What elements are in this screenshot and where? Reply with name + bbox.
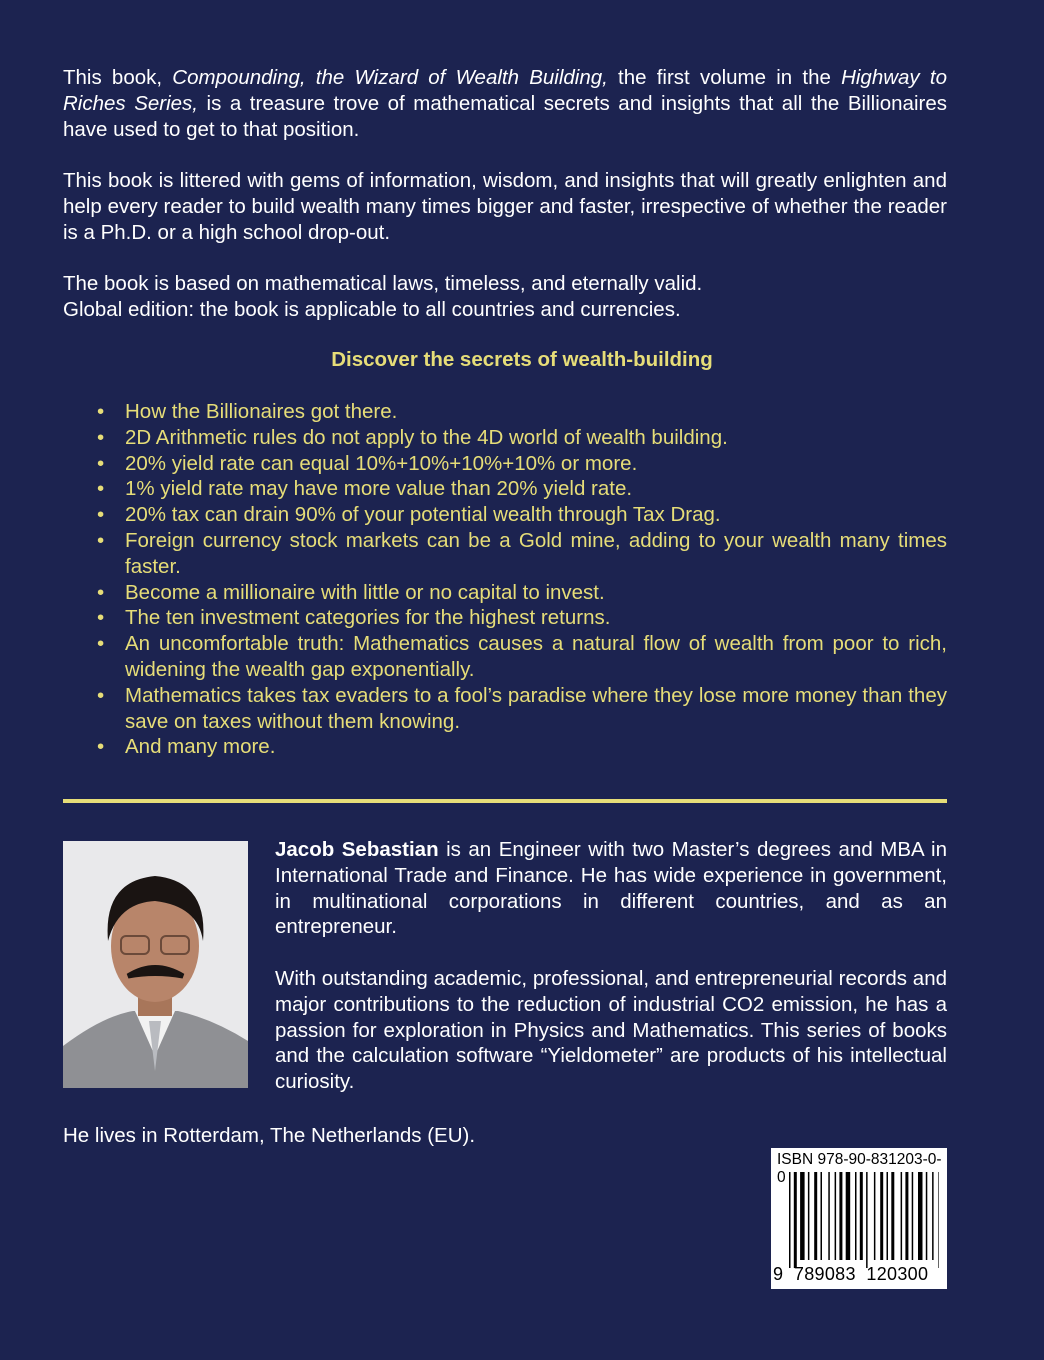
- bullet-icon: •: [97, 632, 105, 656]
- list-item: [63, 683, 947, 735]
- list-item: [63, 734, 947, 760]
- list-item-text: 20% tax can drain 90% of your potential wealth through Tax Drag.: [125, 503, 721, 527]
- barcode-bar: [808, 1172, 810, 1260]
- series-title: Highway to Riches Series,: [63, 66, 947, 115]
- digits-right: 120300: [866, 1264, 929, 1284]
- text: The book is based on mathematical laws, timeless, and eternally valid.: [63, 272, 703, 295]
- digit: 9: [773, 1264, 784, 1284]
- bullet-icon: •: [97, 477, 105, 501]
- intro-paragraph-3: [63, 271, 947, 323]
- list-item-text: And many more.: [125, 735, 276, 759]
- barcode-bar: [835, 1172, 837, 1260]
- text: is an Engineer with two Master’s degrees and MBA in International Trade and Finance. He has wide experience in government, in multinational corporations in different countries, and as an entrepreneur.: [275, 838, 947, 939]
- text: This book,: [63, 66, 173, 89]
- book-title: Compounding, the Wizard of Wealth Building,: [172, 66, 608, 89]
- list-item: [63, 605, 947, 631]
- list-item-text: 20% yield rate can equal 10%+10%+10%+10% or more.: [125, 451, 638, 475]
- intro-paragraph-1: [63, 65, 947, 142]
- bullet-icon: •: [97, 425, 105, 449]
- bullet-icon: •: [97, 735, 105, 759]
- author-bio-2: With outstanding academic, professional, and entrepreneurial records and major contributions to the reduction of industrial CO2 emission, he has a passion for exploration in Physics and Mathematics. This series of books and the calculation software “Yieldometer” are products of his intellectual curiosity.: [275, 967, 947, 1094]
- barcode-bar: [860, 1172, 863, 1260]
- bullet-icon: •: [97, 400, 105, 423]
- bullet-icon: •: [97, 451, 105, 475]
- text: the first volume in the: [607, 66, 842, 89]
- author-photo: [63, 841, 248, 1088]
- barcode-bar: [794, 1172, 797, 1268]
- barcode-bar: [846, 1172, 851, 1260]
- text: is a treasure trove of mathematical secrets and insights that all the Billionaires have used to get to that position.: [63, 91, 947, 141]
- list-item: [63, 451, 947, 477]
- barcode-bar: [891, 1172, 894, 1260]
- list-item-text: 1% yield rate may have more value than 20% yield rate.: [125, 477, 633, 501]
- bullet-icon: •: [97, 683, 105, 707]
- list-item: [63, 631, 947, 683]
- list-item-text: Become a millionaire with little or no capital to invest.: [125, 580, 605, 604]
- author-name: Jacob Sebastian: [275, 838, 439, 861]
- barcode-bar: [880, 1172, 883, 1260]
- barcode-bar: [800, 1172, 805, 1260]
- author-residence: He lives in Rotterdam, The Netherlands (EU).: [63, 1124, 476, 1147]
- intro-paragraph-2: This book is littered with gems of information, wisdom, and insights that will greatly enlighten and help every reader to build wealth many times bigger and faster, irrespective of whether the reader is a Ph.D. or a high school drop-out.: [63, 169, 947, 244]
- barcode-bar: [932, 1172, 934, 1260]
- barcode-bar: [839, 1172, 842, 1260]
- list-item: [63, 399, 947, 425]
- divider: [63, 799, 947, 803]
- list-item-text: The ten investment categories for the highest returns.: [125, 606, 611, 630]
- bullet-icon: •: [97, 606, 105, 630]
- barcode-bar: [918, 1172, 923, 1260]
- text: Global edition: the book is applicable to all countries and currencies.: [63, 297, 681, 321]
- list-item: [63, 502, 947, 528]
- list-item-text: 2D Arithmetic rules do not apply to the 4D world of wealth building.: [125, 425, 728, 449]
- isbn-barcode: [771, 1148, 947, 1289]
- list-item-text: Mathematics takes tax evaders to a fool’s paradise where they lose more money than they save on taxes without them knowing.: [125, 683, 947, 733]
- list-item: [63, 528, 947, 580]
- bullet-icon: •: [97, 503, 105, 527]
- barcode-bar: [926, 1172, 928, 1260]
- barcode-bars: [789, 1172, 939, 1268]
- bullet-icon: •: [97, 528, 105, 552]
- barcode-bar: [905, 1172, 908, 1260]
- barcode-bar: [789, 1172, 791, 1268]
- list-item-text: An uncomfortable truth: Mathematics causes a natural flow of wealth from poor to rich, widening the wealth gap exponentially.: [125, 632, 947, 681]
- isbn-number: ISBN 978-90-831203-0-0: [777, 1151, 942, 1186]
- bullet-icon: •: [97, 580, 105, 604]
- barcode-bar: [912, 1172, 914, 1260]
- list-item: [63, 476, 947, 502]
- list-item: [63, 580, 947, 606]
- barcode-bar: [821, 1172, 823, 1260]
- barcode-bar: [938, 1172, 939, 1268]
- barcode-bar: [828, 1172, 830, 1260]
- list-item-text: How the Billionaires got there.: [125, 400, 398, 423]
- digits-left: 789083: [793, 1264, 856, 1284]
- barcode-bar: [866, 1172, 868, 1268]
- barcode-bar: [887, 1172, 889, 1260]
- barcode-bar: [874, 1172, 876, 1260]
- list-item-text: Foreign currency stock markets can be a Gold mine, adding to your wealth many times faster.: [125, 528, 947, 578]
- author-bio-1: [275, 837, 947, 940]
- barcode-digits: [773, 1264, 928, 1285]
- secrets-list: [63, 399, 947, 760]
- barcode-bar: [901, 1172, 903, 1260]
- secrets-heading: Discover the secrets of wealth-building: [331, 348, 713, 371]
- barcode-bar: [814, 1172, 817, 1260]
- barcode-bar: [855, 1172, 857, 1260]
- list-item: [63, 425, 947, 451]
